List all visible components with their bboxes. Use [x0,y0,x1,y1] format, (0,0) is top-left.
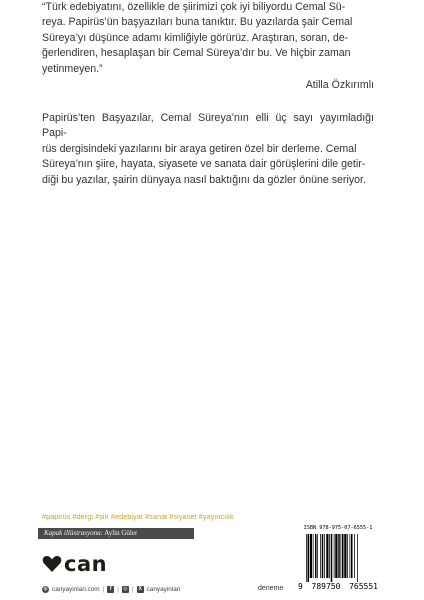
quote-author: Atilla Özkırımlı [305,79,374,91]
description-line: Papirüs’ten Başyazılar, Cemal Süreya’nın elli üç sayı yayımladığı Papi- [42,112,374,140]
back-cover-quote [42,0,374,77]
facebook-icon[interactable]: f [107,586,114,593]
hashtags: #papirüs #dergi #şiir #edebiyat #sanat #siyaset #yayıncılık [42,512,234,521]
divider: | [131,586,134,593]
illustration-credit [38,528,194,539]
description-line: diği bu yazılar, şairin dünyaya nasıl baktığını da gözler önüne seriyor. [42,173,366,186]
genre-label: deneme [258,585,284,592]
isbn-barcode-block [298,524,378,594]
quote-line: ğerlendiren, hesaplaşan bir Cemal Süreya’dır bu. Ve hiçbir zaman [42,47,351,60]
barcode-digit-lead: 9 [298,582,303,591]
barcode-digits-right: 765551 [349,582,378,591]
social-handle[interactable]: canyayinlari [146,586,181,593]
logo-word: can [64,552,108,576]
divider: | [102,586,105,593]
description-line: rüs dergisindeki yazılarını bir araya getiren özel bir derleme. Cemal [42,142,357,155]
publisher-logo [42,553,107,575]
quote-line: Süreya’yı düşünce adamı kimliğiyle görürüz. Araştıran, soran, de- [42,31,349,44]
description-line: Süreya’nın şiire, hayata, siyasete ve sanata dair görüşlerini dile getir- [42,158,366,171]
instagram-icon[interactable]: ◎ [123,586,128,592]
quote-line: yetinmeyen.” [42,62,103,75]
heart-icon [42,555,62,573]
illustration-label: Kapak illüstrasyonu: [44,529,103,537]
divider: | [117,586,119,593]
book-description [42,111,374,188]
barcode-number [298,582,378,591]
quote-line: “Türk edebiyatını, özellikle de şiirimizi çok iyi biliyordu Cemal Sü- [42,1,346,13]
x-icon[interactable]: X [138,586,142,592]
illustration-name: Aylin Güler [104,529,138,537]
globe-icon: ◍ [43,586,48,592]
website-link[interactable]: canyayinlari.com [52,586,100,593]
barcode-digits-left: 789750 [311,582,341,591]
barcode-icon [302,534,374,582]
quote-line: reya. Papirüs’ün başyazıları buna tanıktır. Bu yazılarda şair Cemal [42,16,353,29]
isbn-text: ISBN 978-975-07-6555-1 [303,525,373,531]
publisher-footer [42,586,180,593]
